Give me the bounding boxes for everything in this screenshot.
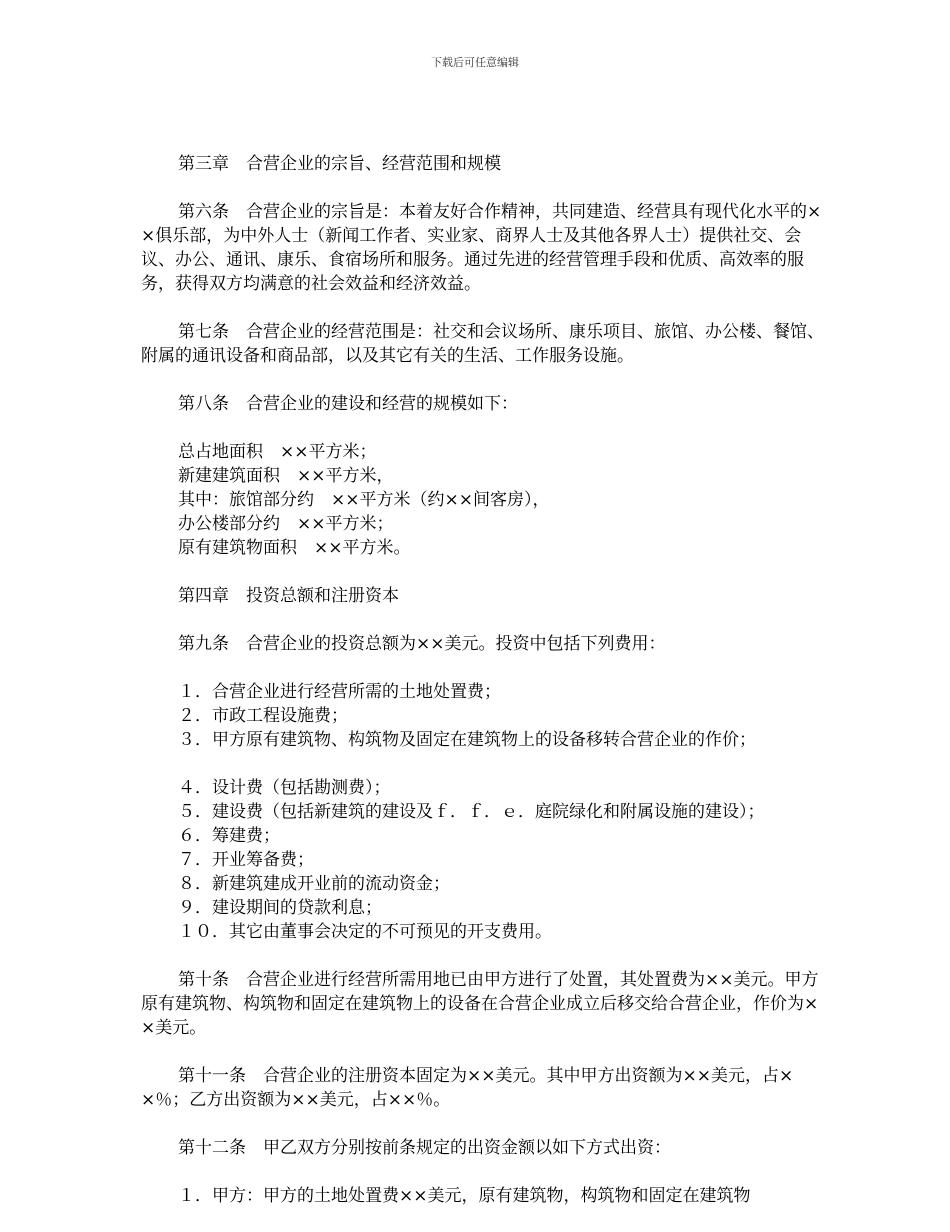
scale-item: 总占地面积 ××平方米； bbox=[178, 442, 377, 462]
article-12-item-1: １．甲方：甲方的土地处置费××美元，原有建筑物，构筑物和固定在建筑物 bbox=[178, 1186, 751, 1206]
cost-item: １０．其它由董事会决定的不可预见的开支费用。 bbox=[178, 922, 552, 942]
scale-item: 办公楼部分约 ××平方米； bbox=[178, 514, 394, 534]
page-header-note: 下载后可任意编辑 bbox=[431, 56, 519, 69]
cost-item: １．合营企业进行经营所需的土地处置费； bbox=[178, 682, 501, 702]
cost-item: ３．甲方原有建筑物、构筑物及固定在建筑物上的设备移转合营企业的作价； bbox=[178, 730, 756, 750]
chapter-3-title: 第三章 合营企业的宗旨、经营范围和规模 bbox=[178, 154, 501, 174]
cost-item: ７．开业筹备费； bbox=[178, 850, 314, 870]
article-7: 第七条 合营企业的经营范围是：社交和会议场所、康乐项目、旅馆、办公楼、餐馆、附属的通讯设备和商品部，以及其它有关的生活、工作服务设施。 bbox=[141, 322, 824, 366]
article-9: 第九条 合营企业的投资总额为××美元。投资中包括下列费用： bbox=[178, 634, 666, 654]
article-10: 第十条 合营企业进行经营所需用地已由甲方进行了处置，其处置费为××美元。甲方原有建筑物、构筑物和固定在建筑物上的设备在合营企业成立后移交给合营企业，作价为××美元。 bbox=[141, 970, 819, 1038]
cost-item: ６．筹建费； bbox=[178, 826, 280, 846]
cost-item: ８．新建筑建成开业前的流动资金； bbox=[178, 874, 450, 894]
document-body bbox=[141, 152, 831, 1232]
scale-item: 其中：旅馆部分约 ××平方米（约××间客房）， bbox=[178, 490, 550, 510]
cost-item: ５．建设费（包括新建筑的建设及ｆ．ｆ．ｅ．庭院绿化和附属设施的建设）； bbox=[178, 802, 765, 822]
scale-list bbox=[141, 440, 831, 560]
scale-item: 新建建筑面积 ××平方米， bbox=[178, 466, 394, 486]
cost-list-group-1 bbox=[141, 680, 831, 752]
cost-item: ２．市政工程设施费； bbox=[178, 706, 348, 726]
cost-list-group-2 bbox=[141, 776, 831, 944]
article-8: 第八条 合营企业的建设和经营的规模如下： bbox=[178, 394, 518, 414]
scale-item: 原有建筑物面积 ××平方米。 bbox=[178, 538, 411, 558]
article-6: 第六条 合营企业的宗旨是：本着友好合作精神，共同建造、经营具有现代化水平的××俱乐部，为中外人士（新闻工作者、实业家、商界人士及其他各界人士）提供社交、会议、办公、通讯、康乐、食宿场所和服务。通过先进的经营管理手段和优质、高效率的服务，获得双方均满意的社会效益和经济效益。 bbox=[141, 202, 822, 294]
article-12: 第十二条 甲乙双方分别按前条规定的出资金额以如下方式出资： bbox=[178, 1138, 671, 1158]
cost-item: ４．设计费（包括勘测费）； bbox=[178, 778, 391, 798]
cost-item: ９．建设期间的贷款利息； bbox=[178, 898, 382, 918]
chapter-4-title: 第四章 投资总额和注册资本 bbox=[178, 586, 399, 606]
article-11: 第十一条 合营企业的注册资本固定为××美元。其中甲方出资额为××美元，占××％；乙方出资额为××美元，占××％。 bbox=[141, 1066, 794, 1110]
